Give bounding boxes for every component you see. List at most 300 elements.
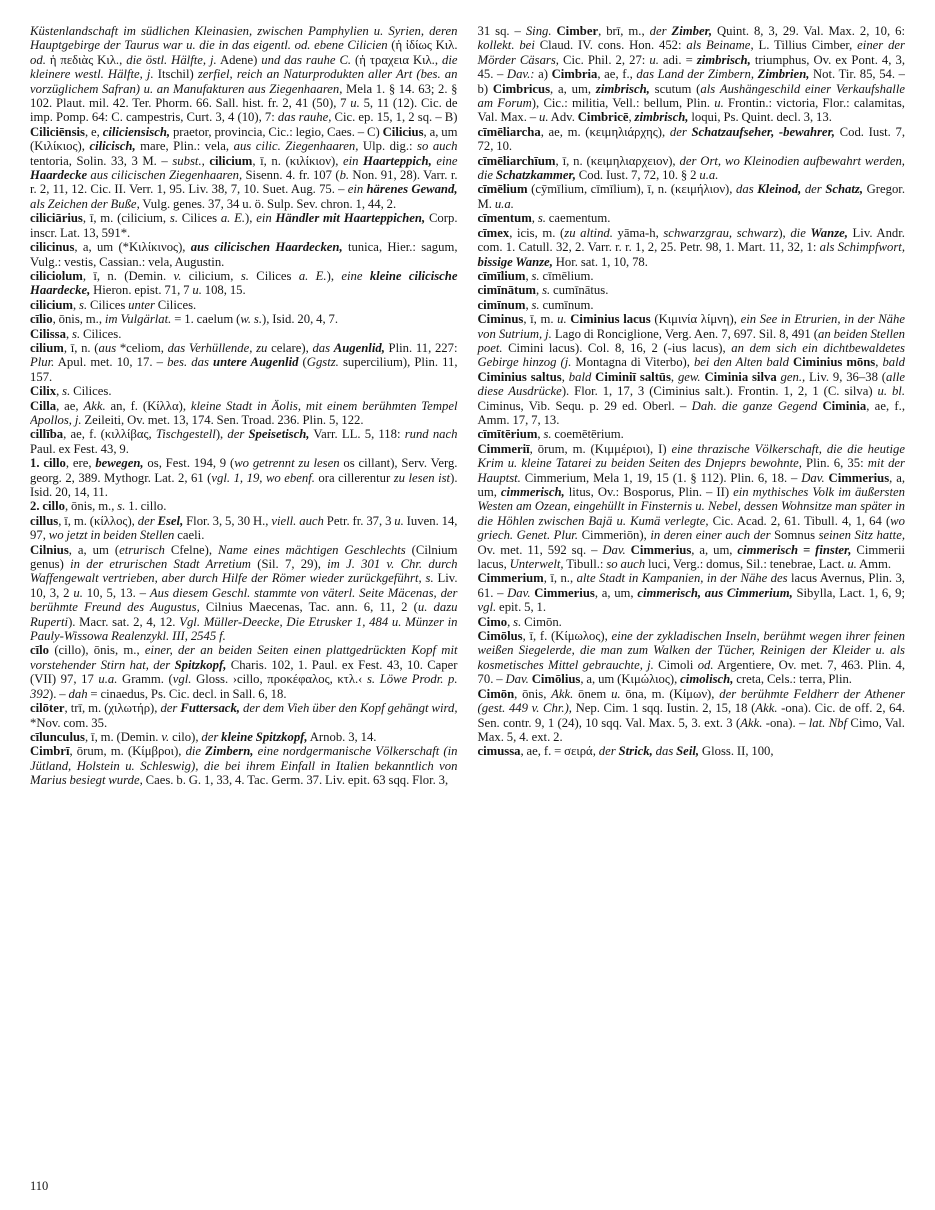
text-run: Dav.: (506, 67, 535, 82)
text-run: u. (611, 686, 621, 701)
text-run: der (227, 427, 245, 442)
dictionary-entry (478, 125, 906, 154)
text-run: u. (538, 110, 549, 125)
text-run: ), (245, 211, 257, 226)
text-run: cimmerisch = finster, (737, 542, 852, 557)
text-run: Cilnius Maecenas, Tac. ann. 6, 11, 2 ( (199, 600, 418, 615)
text-run: , ae, (56, 398, 84, 413)
right-column (478, 24, 906, 1174)
text-run: ciliciensisch, (102, 124, 171, 139)
text-run: Speisetisch, (248, 427, 310, 442)
dictionary-entry (30, 744, 458, 787)
text-run: kleine cilicische Haardecke, (30, 268, 458, 298)
text-run: Nep. Cim. 1 sqq. Iustin. 2, 15, 18 ( (571, 701, 756, 716)
dictionary-entry (478, 182, 906, 211)
text-run: u.a. (699, 168, 719, 183)
text-run: und das rauhe C. (261, 52, 352, 67)
left-column (30, 24, 458, 1174)
text-run: os cillant), Serv. Verg. georg. 2, 389. Mythogr. Lat. 2, 61 ( (30, 456, 458, 485)
text-run: a. E. (298, 268, 327, 283)
text-run: u.a. (98, 672, 118, 687)
text-run: subst., (172, 153, 205, 168)
text-run: L. Tillius Cimber, (753, 38, 858, 53)
text-run: (Sil. 7, 29), (250, 557, 328, 572)
dictionary-entry (478, 629, 906, 687)
text-run: der (598, 744, 616, 759)
dictionary-entry (30, 456, 458, 499)
text-run: *Nov. com. 35. (30, 715, 108, 730)
text-run: Cod. Iust. 7, 72, 10. (477, 124, 905, 154)
text-run: wo jetzt in beiden Stellen (48, 528, 175, 543)
text-run: Tischgestell (155, 427, 216, 442)
text-run: Händler mit Haarteppichen, (275, 211, 426, 226)
text-run: Non. 91, 28). Varr. r. r. 2, 11, 12. Cic. II. Verr. 1, 95. Liv. 38, 7, 10. Suet. Aug. 75. – (30, 168, 458, 197)
text-run: Cimōn. (521, 614, 562, 629)
text-run: Apul. met. 10, 17. – (54, 355, 168, 370)
text-run: , (56, 384, 63, 399)
text-run: aus cilicischen Haardecken, (190, 240, 343, 255)
text-run: od. (697, 657, 714, 672)
text-run: Cilla (30, 398, 57, 413)
text-run: Strick, (618, 744, 653, 759)
text-run: cimīnātum (477, 283, 537, 298)
text-run: eine (341, 268, 363, 283)
text-run: ein See in Etrurien, in der Nähe von Sutrium, j. (477, 312, 905, 341)
text-run: = 1. caelum ( (171, 312, 241, 327)
text-run: Cilices. (70, 384, 112, 399)
text-run: ), (778, 225, 791, 240)
text-run: so auch (417, 139, 458, 154)
text-run: Akk. (551, 686, 574, 701)
text-run: , ī, m. (Demin. (85, 729, 162, 744)
text-run: etrurisch (119, 542, 165, 557)
page-number: 110 (30, 1179, 49, 1193)
text-run: Adv. (548, 110, 578, 125)
text-run: Schatz, (825, 182, 864, 197)
text-run: cimīnum (477, 297, 526, 312)
text-run: , ī, n. (Demin. (82, 268, 174, 283)
text-run: Cilices. (80, 326, 122, 341)
text-run: ōna, m. (Κίμων), (620, 686, 720, 701)
text-run: mare, Plin.: vela, (135, 139, 234, 154)
text-run: schwarzgrau, schwarz (663, 225, 779, 240)
text-run: Not. Tir. 85, 54. – b) (477, 67, 905, 96)
text-run: (Cilnium genus) (30, 542, 458, 572)
text-run: der (669, 124, 687, 139)
text-run: Gloss. II, 100, (699, 744, 774, 759)
text-run: (cȳmīlium, cīmīlium), ī, n. (κειμήλιον), (527, 182, 737, 197)
text-run: cīlo (30, 643, 50, 658)
text-run: ein (347, 182, 364, 197)
text-run: w. s. (240, 312, 263, 327)
text-run: wo getrennt zu lesen (234, 456, 340, 471)
text-run: Arnob. 3, 14. (307, 729, 377, 744)
text-run: 1. cillo. (125, 499, 167, 514)
text-run: aus (98, 340, 117, 355)
text-run: Hor. sat. 1, 10, 78. (552, 254, 648, 269)
text-run: Sibylla, Lact. 1, 6, 9; (792, 585, 905, 600)
text-run: Zeileiti, Ov. met. 13, 174. Sen. Troad. 236. Plin. 5, 122. (81, 412, 364, 427)
text-run: Ciminiī saltūs (595, 369, 671, 384)
text-run: Itschil) (153, 67, 198, 82)
text-run: cillus (30, 513, 59, 528)
text-run: cilōter (30, 701, 65, 716)
text-run: Ciminius mōns (792, 355, 876, 370)
text-run: , a, um, (550, 81, 596, 96)
text-run: os, Fest. 194, 9 ( (143, 456, 235, 471)
text-run: der (137, 513, 155, 528)
text-run: Cilices (248, 268, 299, 283)
text-run: zu altind. (564, 225, 613, 240)
text-run: , brī, m., (598, 24, 650, 38)
text-run: u. (73, 585, 83, 600)
text-run: Cilix (30, 384, 57, 399)
text-run: Flor. 3, 5, 30 H., (183, 513, 272, 528)
text-run: viell. auch (271, 513, 324, 528)
text-run: Name eines mächtigen Geschlechts (218, 542, 406, 557)
text-run: , ōnis, m., (52, 312, 105, 327)
text-run: Haarteppich, (363, 153, 432, 168)
text-run: cumīnātus. (550, 283, 609, 298)
text-run: celare), (267, 340, 313, 355)
text-columns (30, 24, 905, 1174)
text-run: Cimmerius (534, 585, 595, 600)
text-run: Futtersack, (180, 701, 240, 716)
dictionary-entry (30, 514, 458, 543)
text-run: bissige Wanze, (477, 254, 553, 269)
text-run: Corp. inscr. Lat. 13, 591*. (30, 211, 458, 240)
text-run: 5, 11 (12). Cic. de imp. Pomp. 64: C. campestris, Curt. 3, 4 (10), 7: (30, 96, 458, 125)
text-run: Ov. met. 11, 592 sq. – (477, 542, 603, 557)
text-run: Somnus (770, 528, 819, 543)
text-run: lacus Avernus, Plin. 3, 61. – (477, 571, 905, 600)
text-run: s. (543, 427, 552, 442)
text-run: Mela 1. § 14. 63; 2. § 102. Plaut. mil. 42. Ter. Phorm. 66. Sall. hist. fr. 2, 41 (50), 7 (30, 81, 458, 111)
text-run: Cilices (87, 297, 129, 312)
text-run: ōnem (573, 686, 612, 701)
text-run: cīmentum (477, 211, 532, 226)
text-run: Cimōlius (531, 672, 581, 687)
text-run: seinen Sitz hatte, (818, 528, 905, 543)
text-run: , (507, 614, 514, 629)
text-run: 10, 5, 13. – (82, 585, 150, 600)
text-run: ). Flor. 1, 17, 3 (Ciminius salt.). Frontin. 1, 2, 1 (C. silva) (561, 384, 878, 399)
text-run: bald (882, 355, 905, 370)
text-run: s. (531, 297, 540, 312)
text-run: so auch (606, 557, 646, 572)
text-run: an beiden Stellen poet. (477, 326, 905, 355)
text-run: a. E. (220, 211, 246, 226)
text-run: 31 sq. – (477, 24, 526, 38)
text-run: , ī, f. (Κίμωλος), (522, 629, 612, 644)
text-run: , ī, m. (κίλλος), (58, 513, 138, 528)
text-run: (Κιμινία λίμνη), (650, 312, 741, 327)
text-run: , ī, m. (523, 312, 558, 327)
text-run: u.a. (494, 196, 514, 211)
text-run: , trī, m. (χιλωτήρ), (64, 701, 161, 716)
text-run: praetor, provincia, Cic.: legio, Caes. – C) (170, 124, 383, 139)
text-run: vgl. (172, 672, 192, 687)
text-run: das rauhe, (277, 110, 332, 125)
text-run: härenes Gewand, (366, 182, 458, 197)
text-run: , (65, 326, 73, 341)
text-run: s. Löwe Prodr. p. 392 (30, 672, 458, 701)
dictionary-entry (30, 399, 458, 428)
text-run: im Vulgärlat. (104, 312, 172, 327)
text-run: mit der Hauptst. (477, 456, 905, 485)
text-run: im J. 301 v. Chr. durch Waffengewalt vertrieben, aber durch Hilfe der Römer wieder zurückgeführt, s. (30, 557, 458, 586)
text-run: u. (847, 557, 857, 572)
dictionary-entry (30, 543, 458, 644)
text-run: , icis, m. ( (509, 225, 565, 240)
text-run: Cilices. (154, 297, 197, 312)
text-run: Cimbria (551, 67, 598, 82)
text-run: Cfelne), (164, 542, 219, 557)
text-run: ora cillerentur (314, 470, 394, 485)
text-run: Sisenn. 4. fr. 107 ( (242, 168, 340, 183)
text-run: Liv. Andr. com. 1. Catull. 32, 2. Varr. r. r. 1, 2, 25. Petr. 98, 1. Mart. 11, 32, 1: (477, 225, 905, 255)
text-run: Plin. 6, 35: (801, 456, 868, 471)
text-run: = cinaedus, Ps. Cic. decl. in Sall. 6, 18. (87, 686, 287, 701)
text-run: tunica, Hier.: sagum, Vulg.: vestis, Cassian.: vela, Augustin. (30, 240, 458, 269)
text-run: , ōnis, m., (64, 499, 118, 514)
text-run: kleine Spitzkopf, (221, 729, 308, 744)
text-run: , (73, 297, 80, 312)
text-run: kollekt. bei (477, 38, 535, 53)
text-run: eine nordgermanische Völkerschaft (in Jütland, Holstein u. Schleswig), die bei ihrem Einfall in Italien bekanntlich von Marius besiegt wurde, (30, 744, 458, 788)
text-run: eine thrazische Völkerschaft, die die heutige Krim u. kleine Tatarei zu beiden Seiten des Dnjeprs bewohnte, (477, 441, 905, 471)
text-run: , (561, 369, 569, 384)
text-run: Unterwelt, (509, 557, 564, 572)
text-run: aus cilicischen Ziegenhaaren, (90, 168, 243, 183)
text-run: , a, um, (691, 542, 738, 557)
text-run: Cimmeriī (477, 441, 530, 456)
dictionary-entry (478, 615, 906, 629)
text-run: kleine Stadt in Äolis, mit einem berühmten Tempel Apollos, j. (30, 398, 458, 427)
text-run: 108, 15. (201, 283, 246, 298)
text-run: als Schimpfwort, (819, 240, 905, 255)
dictionary-entry (478, 744, 906, 758)
text-run: Liv. 9, 36–38 ( (805, 369, 886, 384)
text-run: od. (30, 52, 46, 67)
text-run: Gramm. ( (117, 672, 173, 687)
text-run: Cic. Phil. 2, 27: (558, 52, 650, 67)
text-run: 1. cillo (30, 456, 66, 471)
text-run: Caes. b. G. 1, 33, 4. Tac. Germ. 37. Liv. epit. 63 sqq. Flor. 3, (142, 773, 449, 788)
text-run: , ere, (65, 456, 96, 471)
dictionary-entry (478, 427, 906, 441)
text-run: cīmītērium (477, 427, 538, 442)
text-run: ), (215, 427, 228, 442)
dictionary-entry (478, 283, 906, 297)
text-run: creta, Cels.: terra, Plin. (733, 672, 852, 687)
text-run: cilium (30, 340, 64, 355)
text-run: Cimmeriōn), (578, 528, 651, 543)
text-run: ciliciolum (30, 268, 83, 283)
text-run: gen., (780, 369, 806, 384)
text-run: Plur. (30, 355, 55, 370)
text-run: supercilium), Plin. 11, 157. (30, 355, 458, 384)
text-run: s. (542, 283, 551, 298)
text-run: ciliciārius (30, 211, 83, 226)
text-run: das Land der Zimbern, (636, 67, 754, 82)
text-run: Cic. ep. 15, 1, 2 sq. – B) (331, 110, 458, 125)
text-run: Ciminius lacus (570, 312, 651, 327)
text-run: Wanze, (810, 225, 848, 240)
text-run: Cimōlus (477, 629, 523, 644)
text-run: cimolisch, (680, 672, 734, 687)
text-run: eine der zykladischen Inseln, berühmt wegen ihrer feinen weißen Siegelerde, die man zum Walken der Tücher, Reinigen der Kleider u. als kosmetisches Mittel gebrauchte, j. (477, 629, 905, 672)
text-run: alte Stadt in Kampanien, in der Nähe des (576, 571, 788, 586)
text-run: ). – (49, 686, 69, 701)
text-run: ein (342, 153, 359, 168)
text-run: Ulp. dig.: (358, 139, 418, 154)
dictionary-entry (30, 499, 458, 513)
text-run: (ἡ τραχεια Κιλ., (351, 52, 442, 67)
text-run: Ciliciēnsis (30, 124, 85, 139)
text-run: Ciminia (822, 398, 867, 413)
text-run: cilicisch, (89, 139, 136, 154)
text-run: der Ort, wo Kleinodien aufbewahrt werden, die (477, 153, 905, 183)
text-run: lat. Nbf (808, 715, 848, 730)
text-run: Cimmerium, Mela 1, 19, 15 (1. § 112). Plin. 6, 18. – (520, 470, 802, 485)
text-run: u. (350, 96, 360, 111)
text-run: Quint. 8, 3, 29. Val. Max. 2, 10, 6: (712, 24, 905, 38)
text-run: scutum ( (649, 81, 701, 96)
text-run: 2. cillo (30, 499, 65, 514)
text-run: Ciminius saltus (477, 369, 562, 384)
text-run: u. (394, 513, 404, 528)
text-run: einer der Mörder Cäsars, (477, 38, 905, 67)
dictionary-entry (30, 427, 458, 456)
text-run: Cimini lacus). Col. 8, 16, 2 (-ius lacus), (502, 340, 732, 355)
text-run: cīmēliarcha (477, 124, 541, 139)
text-run: als Zeichen der Buße, (30, 196, 140, 211)
text-run: die kleinere westl. Hälfte, j. (30, 52, 458, 82)
text-run: Hieron. epist. 71, 7 (90, 283, 193, 298)
text-run: zimbrisch, (634, 110, 689, 125)
text-run: Cimōn (477, 686, 515, 701)
text-run: an, f. (Κίλλα), (105, 398, 191, 413)
text-run: Claud. IV. cons. Hon. 452: (534, 38, 687, 53)
text-run: die östl. Hälfte, j. (126, 52, 217, 67)
text-run: u. (557, 312, 567, 327)
text-run: Sing. (525, 24, 552, 38)
text-run: triumphus, Ov. ex Pont. 4, 3, 45. – (477, 52, 905, 82)
text-run: ), Cic.: militia, Vell.: bellum, Plin. (531, 96, 715, 111)
text-run: , (525, 297, 532, 312)
text-run: u. (192, 283, 202, 298)
text-run: Dav. (602, 542, 626, 557)
text-run: adi. = (658, 52, 697, 67)
text-run: s. (117, 499, 126, 514)
text-run: u. bl. (877, 384, 905, 399)
text-run: cumīnum. (539, 297, 594, 312)
text-run: , ī, n. (κειμηλιαρχειον), (555, 153, 680, 168)
text-run: s. (240, 268, 249, 283)
text-run: a) (534, 67, 552, 82)
text-run: Cod. Iust. 7, 72, 10. § 2 (575, 168, 700, 183)
text-run: Zimber, (671, 24, 712, 38)
text-run: vgl. 1, 19, wo ebenf. (211, 470, 315, 485)
text-run: ), (326, 268, 342, 283)
text-run: cilicium (30, 297, 73, 312)
text-run: Aus diesem Geschl. stammte von väterl. Seite Mäcenas, der berühmte Freund des Augustus, (30, 585, 458, 615)
text-run: , ae, f., (597, 67, 637, 82)
text-run: bes. das (167, 355, 209, 370)
text-run: s. (537, 211, 546, 226)
text-run: Ciminus, Vib. Sequ. p. 29 ed. Oberl. – (477, 398, 692, 413)
dictionary-entry (478, 687, 906, 745)
text-run: coemētērium. (551, 427, 624, 442)
text-run: Akk. (755, 701, 778, 716)
text-run: cimmerisch, aus Cimmerium, (637, 585, 793, 600)
text-run: an dem sich ein dichtbewaldetes Gebirge hinzog (j. (477, 340, 905, 370)
text-run: Montagna di Viterbo), (571, 355, 694, 370)
text-run: Iuven. 14, 97, (30, 513, 458, 543)
text-run: bald (568, 369, 592, 384)
text-run: caementum. (545, 211, 611, 226)
text-run: cimmerisch, (500, 485, 565, 499)
text-run: das (312, 340, 331, 355)
dictionary-entry (478, 211, 906, 225)
dictionary-entry (30, 384, 458, 398)
text-run: Cic. Acad. 2, 61. Tibull. 4, 1, 64 ( (708, 513, 891, 528)
text-run: Dav. (505, 672, 529, 687)
text-run: ). Isid. 20, 14, 11. (30, 470, 458, 499)
text-run: caeli. (174, 528, 205, 543)
text-run: , a, um ( (68, 542, 120, 557)
text-run: Cimmerium (477, 571, 544, 586)
text-run: Cimo (477, 614, 508, 629)
text-run: ein mythisches Volk im äußersten Westen am Ozean, eingehüllt in Finsternis u. Nebel, dessen Wohnsitze man später in die Höhlen zwischen Bajä u. Kumä verlegte, (477, 485, 905, 528)
text-run: Ciminus (477, 312, 524, 327)
text-run: , ōrum, m. (Κίμβροι), (69, 744, 186, 759)
text-run: , (628, 110, 635, 125)
text-run: Zimbern, (205, 744, 254, 759)
text-run: ), Isid. 20, 4, 7. (262, 312, 339, 327)
dictionary-entry (30, 24, 458, 211)
text-run: tentoria, Solin. 33, 3 M. – (30, 153, 173, 168)
text-run: untere Augenlid (213, 355, 299, 370)
dictionary-entry (478, 269, 906, 283)
text-run: cīlio (30, 312, 53, 327)
text-run: ein (256, 211, 272, 226)
text-run: Dav. (507, 585, 531, 600)
text-run: einer, der an beiden Seiten einen plattgedrückten Kopf mit vorstehender Stirn hat, der (30, 643, 458, 672)
dictionary-entry (30, 211, 458, 240)
dictionary-entry (30, 269, 458, 298)
text-run: cilo), (169, 729, 202, 744)
text-run: rund nach (404, 427, 458, 442)
dictionary-entry (30, 730, 458, 744)
text-run: der (804, 182, 822, 197)
text-run: Cimmerius (630, 542, 692, 557)
text-run (362, 269, 369, 283)
text-run: , a, um (Κιμώλιος), (580, 672, 681, 687)
text-run: das Verhüllende, zu (167, 340, 268, 355)
text-run: vgl. (477, 600, 497, 615)
text-run: s. (169, 211, 178, 226)
text-run: u. (714, 96, 724, 111)
text-run: in deren einer auch der (650, 528, 771, 543)
text-run: Adene) (216, 52, 262, 67)
text-run: unter (128, 297, 155, 312)
text-run: Dah. die ganze Gegend (691, 398, 818, 413)
dictionary-entry (478, 312, 906, 427)
text-run: (cillo), ōnis, m., (49, 643, 145, 658)
dictionary-entry (478, 442, 906, 572)
